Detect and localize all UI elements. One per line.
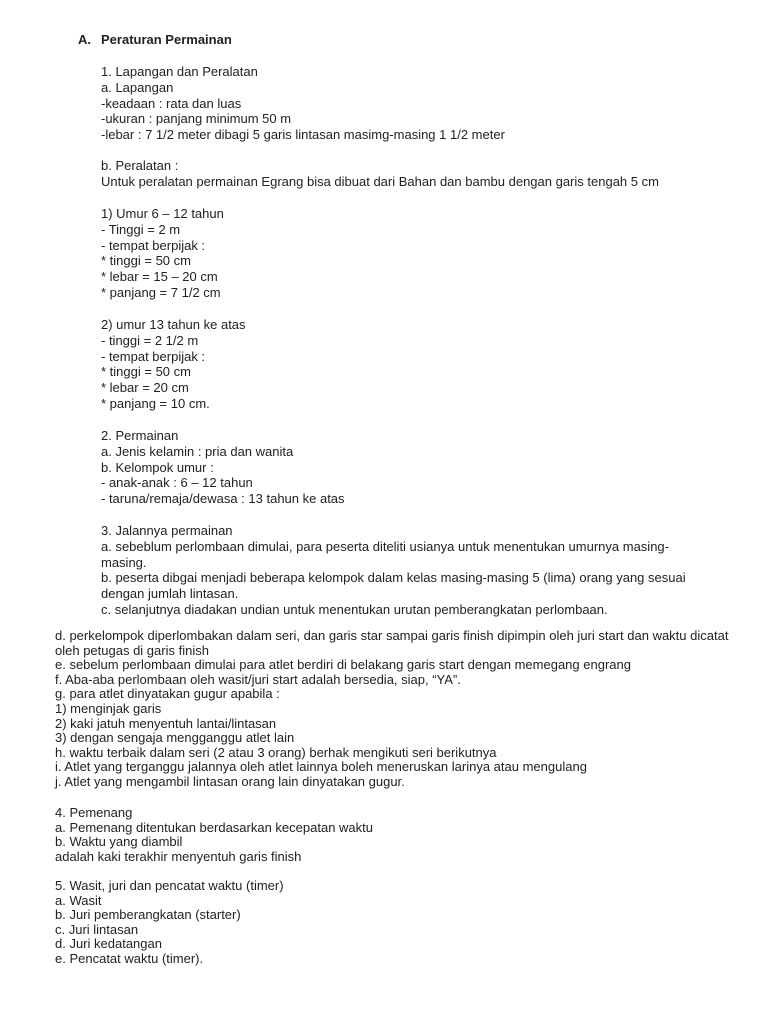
text-line: f. Aba-aba perlombaan oleh wasit/juri start adalah bersedia, siap, “YA”. bbox=[55, 671, 461, 687]
text-line: c. Juri lintasan bbox=[55, 921, 139, 937]
section-heading bbox=[78, 32, 232, 48]
text-line: - tempat berpijak : bbox=[101, 237, 206, 253]
text-line: a. sebeblum perlombaan dimulai, para peserta diteliti usianya untuk menentukan umurnya masing-masing. bbox=[101, 538, 669, 570]
text-line: a. Wasit bbox=[55, 892, 102, 908]
text-line: 2) kaki jatuh menyentuh lantai/lintasan bbox=[55, 715, 277, 731]
text-line: * tinggi = 50 cm bbox=[101, 253, 191, 269]
text-line: d. Juri kedatangan bbox=[55, 936, 162, 952]
text-line: 4. Pemenang bbox=[55, 805, 133, 820]
text-line: b. Juri pemberangkatan (starter) bbox=[55, 907, 241, 923]
jalannya-block bbox=[101, 523, 701, 618]
text-line: -lebar : 7 1/2 meter dibagi 5 garis lintasan masimg-masing 1 1/2 meter bbox=[101, 127, 505, 143]
text-line: * panjang = 7 1/2 cm bbox=[101, 284, 221, 300]
section-letter: A. bbox=[78, 32, 91, 47]
text-line: - tinggi = 2 1/2 m bbox=[101, 332, 199, 348]
text-line: 2) umur 13 tahun ke atas bbox=[101, 317, 246, 332]
text-line: 1. Lapangan dan Peralatan bbox=[101, 64, 258, 79]
text-line: - tempat berpijak : bbox=[101, 348, 206, 364]
permainan-block bbox=[101, 428, 711, 507]
text-line: g. para atlet dinyatakan gugur apabila : bbox=[55, 686, 280, 702]
text-line: * lebar = 20 cm bbox=[101, 380, 189, 396]
text-line: - Tinggi = 2 m bbox=[101, 221, 181, 237]
text-line: * tinggi = 50 cm bbox=[101, 364, 191, 380]
text-line: 5. Wasit, juri dan pencatat waktu (timer) bbox=[55, 878, 284, 893]
text-line: c. selanjutnya diadakan undian untuk menentukan urutan pemberangkatan perlombaan. bbox=[101, 601, 608, 617]
text-line: * panjang = 10 cm. bbox=[101, 395, 210, 411]
pemenang-block bbox=[55, 806, 735, 864]
text-line: a. Jenis kelamin : pria dan wanita bbox=[101, 443, 294, 459]
text-line: d. perkelompok diperlombakan dalam seri, dan garis star sampai garis finish dipimpin oleh juri start dan waktu dicatat oleh petugas di garis finish bbox=[55, 628, 729, 658]
text-line: e. Pencatat waktu (timer). bbox=[55, 950, 204, 966]
text-line: 3. Jalannya permainan bbox=[101, 523, 233, 538]
text-line: e. sebelum perlombaan dimulai para atlet berdiri di belakang garis start dengan memegang engrang bbox=[55, 657, 631, 673]
text-line: 2. Permainan bbox=[101, 428, 179, 443]
text-line: b. Kelompok umur : bbox=[101, 459, 214, 475]
text-line: a. Pemenang ditentukan berdasarkan kecepatan waktu bbox=[55, 819, 373, 835]
text-line: 1) menginjak garis bbox=[55, 700, 162, 716]
text-line: h. waktu terbaik dalam seri (2 atau 3 orang) berhak mengikuti seri berikutnya bbox=[55, 744, 497, 760]
text-line: adalah kaki terakhir menyentuh garis finish bbox=[55, 848, 302, 864]
lapangan-block bbox=[101, 64, 711, 143]
text-line: 1) Umur 6 – 12 tahun bbox=[101, 206, 224, 221]
text-line: * lebar = 15 – 20 cm bbox=[101, 269, 218, 285]
jalannya-continued-block bbox=[55, 629, 735, 790]
text-line: i. Atlet yang terganggu jalannya oleh atlet lainnya boleh meneruskan larinya atau mengulang bbox=[55, 759, 587, 775]
text-line: - anak-anak : 6 – 12 tahun bbox=[101, 475, 253, 491]
wasit-juri-block bbox=[55, 879, 735, 967]
text-line: Untuk peralatan permainan Egrang bisa dibuat dari Bahan dan bambu dengan garis tengah 5 cm bbox=[101, 173, 659, 189]
text-line: 3) dengan sengaja mengganggu atlet lain bbox=[55, 730, 295, 746]
section-title: Peraturan Permainan bbox=[101, 32, 232, 47]
text-line: -keadaan : rata dan luas bbox=[101, 95, 242, 111]
text-line: a. Lapangan bbox=[101, 79, 174, 95]
text-line: b. Peralatan : bbox=[101, 158, 179, 173]
text-line: -ukuran : panjang minimum 50 m bbox=[101, 111, 292, 127]
text-line: b. peserta dibgai menjadi beberapa kelompok dalam kelas masing-masing 5 (lima) orang yang sesuai dengan jumlah lintasan. bbox=[101, 570, 686, 602]
text-line: - taruna/remaja/dewasa : 13 tahun ke atas bbox=[101, 491, 345, 507]
peralatan-block bbox=[101, 158, 711, 190]
text-line: j. Atlet yang mengambil lintasan orang lain dinyatakan gugur. bbox=[55, 773, 405, 789]
age-6-12-block bbox=[101, 206, 711, 301]
text-line: b. Waktu yang diambil bbox=[55, 834, 183, 850]
age-13-up-block bbox=[101, 317, 711, 412]
